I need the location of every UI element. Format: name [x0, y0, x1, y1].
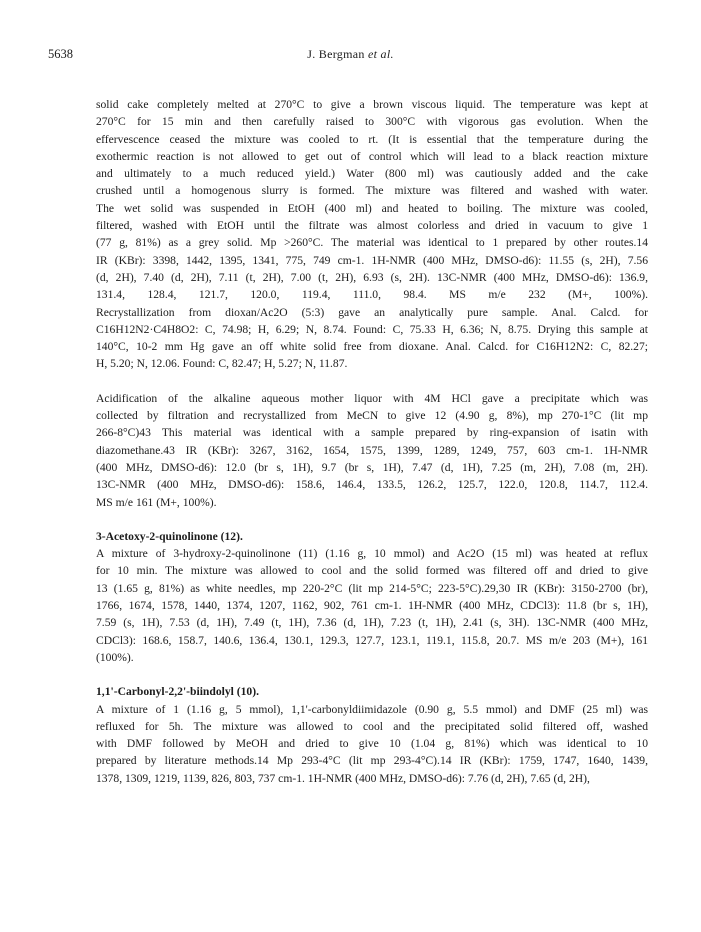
text-line: H, 5.20; N, 12.06. Found: C, 82.47; H, 5.27; N, 11.87. [96, 357, 348, 371]
text-line: MS m/e 161 (M+, 100%). [96, 495, 217, 509]
running-title: J. Bergman [307, 47, 365, 61]
text-line: CDCl3): 168.6, 158.7, 140.6, 136.4, 130.1, 129.3, 127.7, 123.1, 119.1, 115.8, 20.7. MS m/e 203 (M+), 161 [96, 633, 648, 647]
text-line: prepared by literature methods.14 Mp 293-4°C (lit mp 293-4°C).14 IR (KBr): 1759, 1747, 1640, 1439, [96, 754, 648, 768]
body-text [96, 96, 648, 787]
text-line: 13C-NMR (400 MHz, DMSO-d6): 158.6, 146.4, 133.5, 126.2, 125.7, 122.0, 120.8, 114.7, 112.4. [96, 478, 648, 492]
text-line: collected by filtration and recrystallized from MeCN to give 12 (4.90 g, 8%), mp 270-1°C (lit mp [96, 409, 648, 423]
text-line: for 10 min. The mixture was allowed to cool and the solid formed was filtered off and dried to give [96, 564, 648, 578]
text-line: Recrystallization from dioxan/Ac2O (5:3) gave an analytically pure sample. Anal. Calcd. for [96, 305, 648, 319]
text-line: solid cake completely melted at 270°C to give a brown viscous liquid. The temperature was kept at [96, 98, 648, 111]
text-line: effervescence ceased the mixture was cooled to rt. (It is essential that the temperature during the [96, 132, 648, 146]
text-line: 1766, 1674, 1578, 1440, 1374, 1207, 1162, 902, 761 cm-1. 1H-NMR (400 MHz, CDCl3): 11.8 (br s, 1H), [96, 599, 648, 613]
text-line: IR (KBr): 3398, 1442, 1395, 1341, 775, 749 cm-1. 1H-NMR (400 MHz, DMSO-d6): 11.55 (s, 2H), 7.56 [96, 253, 648, 267]
text-line: filtered, washed with EtOH until the filtrate was almost colorless and dried in vacuum to give 1 [96, 219, 648, 233]
text-line: A mixture of 3-hydroxy-2-quinolinone (11) (1.16 g, 10 mmol) and Ac2O (15 ml) was heated at reflux [96, 547, 648, 561]
text-line: exothermic reaction is not allowed to get out of control which will lead to a black reaction mixture [96, 149, 648, 163]
text-line: (400 MHz, DMSO-d6): 12.0 (br s, 1H), 9.7 (br s, 1H), 7.47 (d, 1H), 7.25 (m, 2H), 7.08 (m, 2H). [96, 460, 648, 474]
text-line: 13 (1.65 g, 81%) as white needles, mp 220-2°C (lit mp 214-5°C; 223-5°C).29,30 IR (KBr): 3150-2700 (br), [96, 581, 648, 595]
text-line: 1378, 1309, 1219, 1139, 826, 803, 737 cm-1. 1H-NMR (400 MHz, DMSO-d6): 7.76 (d, 2H), 7.65 (d, 2H), [96, 771, 590, 785]
text-line: 7.59 (s, 1H), 7.53 (d, 1H), 7.49 (t, 1H), 7.36 (d, 1H), 7.23 (t, 1H), 2.41 (s, 3H). 13C-NMR (400 MHz, [96, 616, 648, 630]
text-line: refluxed for 5h. The mixture was allowed to cool and the precipitated solid filtered off, washed [96, 719, 648, 733]
page-number: 5638 [48, 47, 73, 61]
text-line: crushed until a homogenous slurry is formed. The mixture was filtered and washed with water. [96, 184, 648, 198]
text-line: The wet solid was suspended in EtOH (400 ml) and heated to boiling. The mixture was cooled, [96, 201, 648, 215]
text-line: (77 g, 81%) as a grey solid. Mp >260°C. The material was identical to 1 prepared by other routes.14 [96, 236, 648, 250]
text-line: Acidification of the alkaline aqueous mother liquor with 4M HCl gave a precipitate which was [96, 391, 648, 405]
text-line: C16H12N2·C4H8O2: C, 74.98; H, 6.29; N, 8.74. Found: C, 75.33 H, 6.36; N, 8.75. Drying this sample at [96, 322, 648, 336]
text-line: 131.4, 128.4, 121.7, 120.0, 119.4, 111.0, 98.4. MS m/e 232 (M+, 100%). [96, 288, 648, 302]
text-line: 266-8°C)43 This material was identical with a sample prepared by ring-expansion of isatin with [96, 426, 648, 440]
text-line: with DMF followed by MeOH and dried to give 10 (1.04 g, 81%) which was identical to 10 [96, 737, 648, 751]
text-line: 270°C for 15 min and then carefully raised to 300°C with vigorous gas evolution. When the [96, 115, 648, 129]
text-line: 140°C, 10-2 mm Hg gave an off white solid free from dioxane. Anal. Calcd. for C16H12N2: C, 82.27; [96, 340, 648, 354]
text-line: and ultimately to a much reduced yield.) Water (800 ml) was cautiously added and the cake [96, 167, 648, 181]
paragraph-gap [96, 511, 648, 528]
paragraph-gap [96, 373, 648, 390]
text-line: (d, 2H), 7.40 (d, 2H), 7.11 (t, 2H), 7.00 (t, 2H), 6.93 (s, 2H). 13C-NMR (400 MHz, DMSO-d6): 136.9, [96, 270, 648, 284]
section-heading: 1,1'-Carbonyl-2,2'-biindolyl (10). [96, 685, 259, 699]
text-line: diazomethane.43 IR (KBr): 3267, 3162, 1654, 1575, 1399, 1289, 1249, 757, 603 cm-1. 1H-NMR [96, 443, 648, 457]
running-header [0, 47, 701, 62]
text-line: A mixture of 1 (1.16 g, 5 mmol), 1,1'-carbonyldiimidazole (0.90 g, 5.5 mmol) and DMF (25 ml) was [96, 702, 648, 716]
section-heading: 3-Acetoxy-2-quinolinone (12). [96, 529, 243, 543]
text-line: (100%). [96, 650, 134, 664]
running-title-suffix: et al. [367, 47, 394, 61]
paragraph-gap [96, 666, 648, 683]
